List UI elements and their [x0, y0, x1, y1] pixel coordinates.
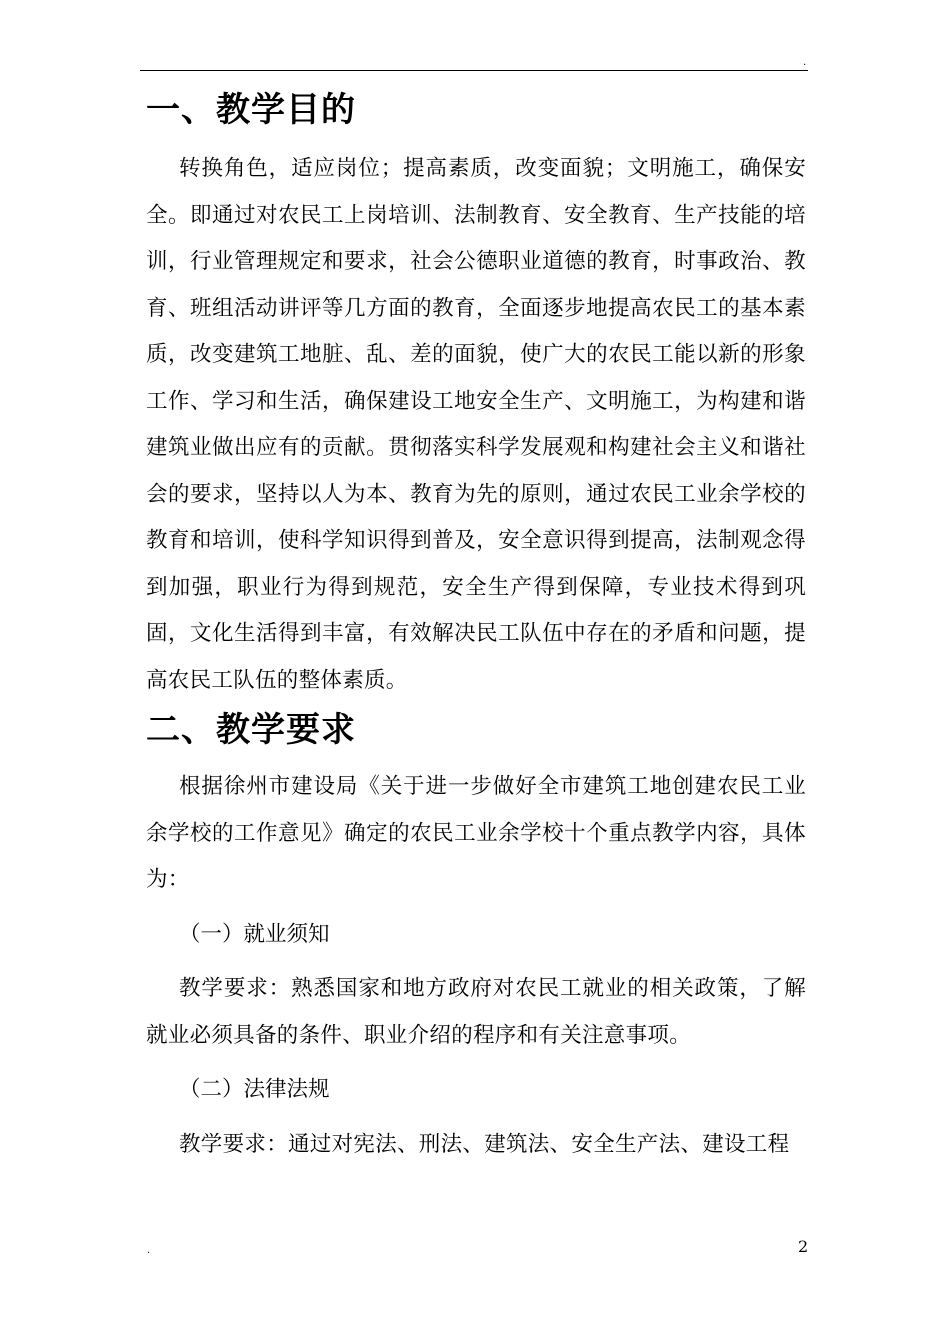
header-rule — [140, 70, 808, 71]
item-heading-laws: （二）法律法规 — [179, 1077, 330, 1102]
footer-corner-mark: . — [147, 1245, 151, 1256]
requirements-intro-paragraph: 根据徐州市建设局《关于进一步做好全市建筑工地创建农民工业余学校的工作意见》确定的农民工业余学校十个重点教学内容，具体为： — [146, 774, 806, 892]
page-body — [146, 88, 806, 1168]
item-text-laws: 教学要求：通过对宪法、刑法、建筑法、安全生产法、建设工程 — [179, 1131, 790, 1157]
item-heading-employment: （一）就业须知 — [179, 921, 330, 947]
section-title-teaching-requirements: 二、教学要求 — [146, 710, 356, 750]
objectives-paragraph: 转换角色，适应岗位；提高素质，改变面貌；文明施工，确保安全。即通过对农民工上岗培训、法制教育、安全教育、生产技能的培训，行业管理规定和要求，社会公德职业道德的教育，时事政治、教育、班组活动讲评等几方面的教育，全面逐步地提高农民工的基本素质，改变建筑工地脏、乱、差的面貌，使广大的农民工能以新的形象工作、学习和生活，确保建设工地安全生产、文明施工，为构建和谐建筑业做出应有的贡献。贯彻落实科学发展观和构建社会主义和谐社会的要求，坚持以人为本、教育为先的原则，通过农民工业余学校的教育和培训，使科学知识得到普及，安全意识得到提高，法制观念得到加强，职业行为得到规范，安全生产得到保障，专业技术得到巩固，文化生活得到丰富，有效解决民工队伍中存在的矛盾和问题，提高农民工队伍的整体素质。 — [146, 156, 806, 693]
item-text-employment: 教学要求：熟悉国家和地方政府对农民工就业的相关政策，了解就业必须具备的条件、职业介绍的程序和有关注意事项。 — [146, 976, 806, 1048]
section-title-teaching-objectives: 一、教学目的 — [146, 90, 356, 130]
header-corner-mark: . — [803, 57, 807, 68]
page-number: 2 — [798, 1237, 809, 1256]
